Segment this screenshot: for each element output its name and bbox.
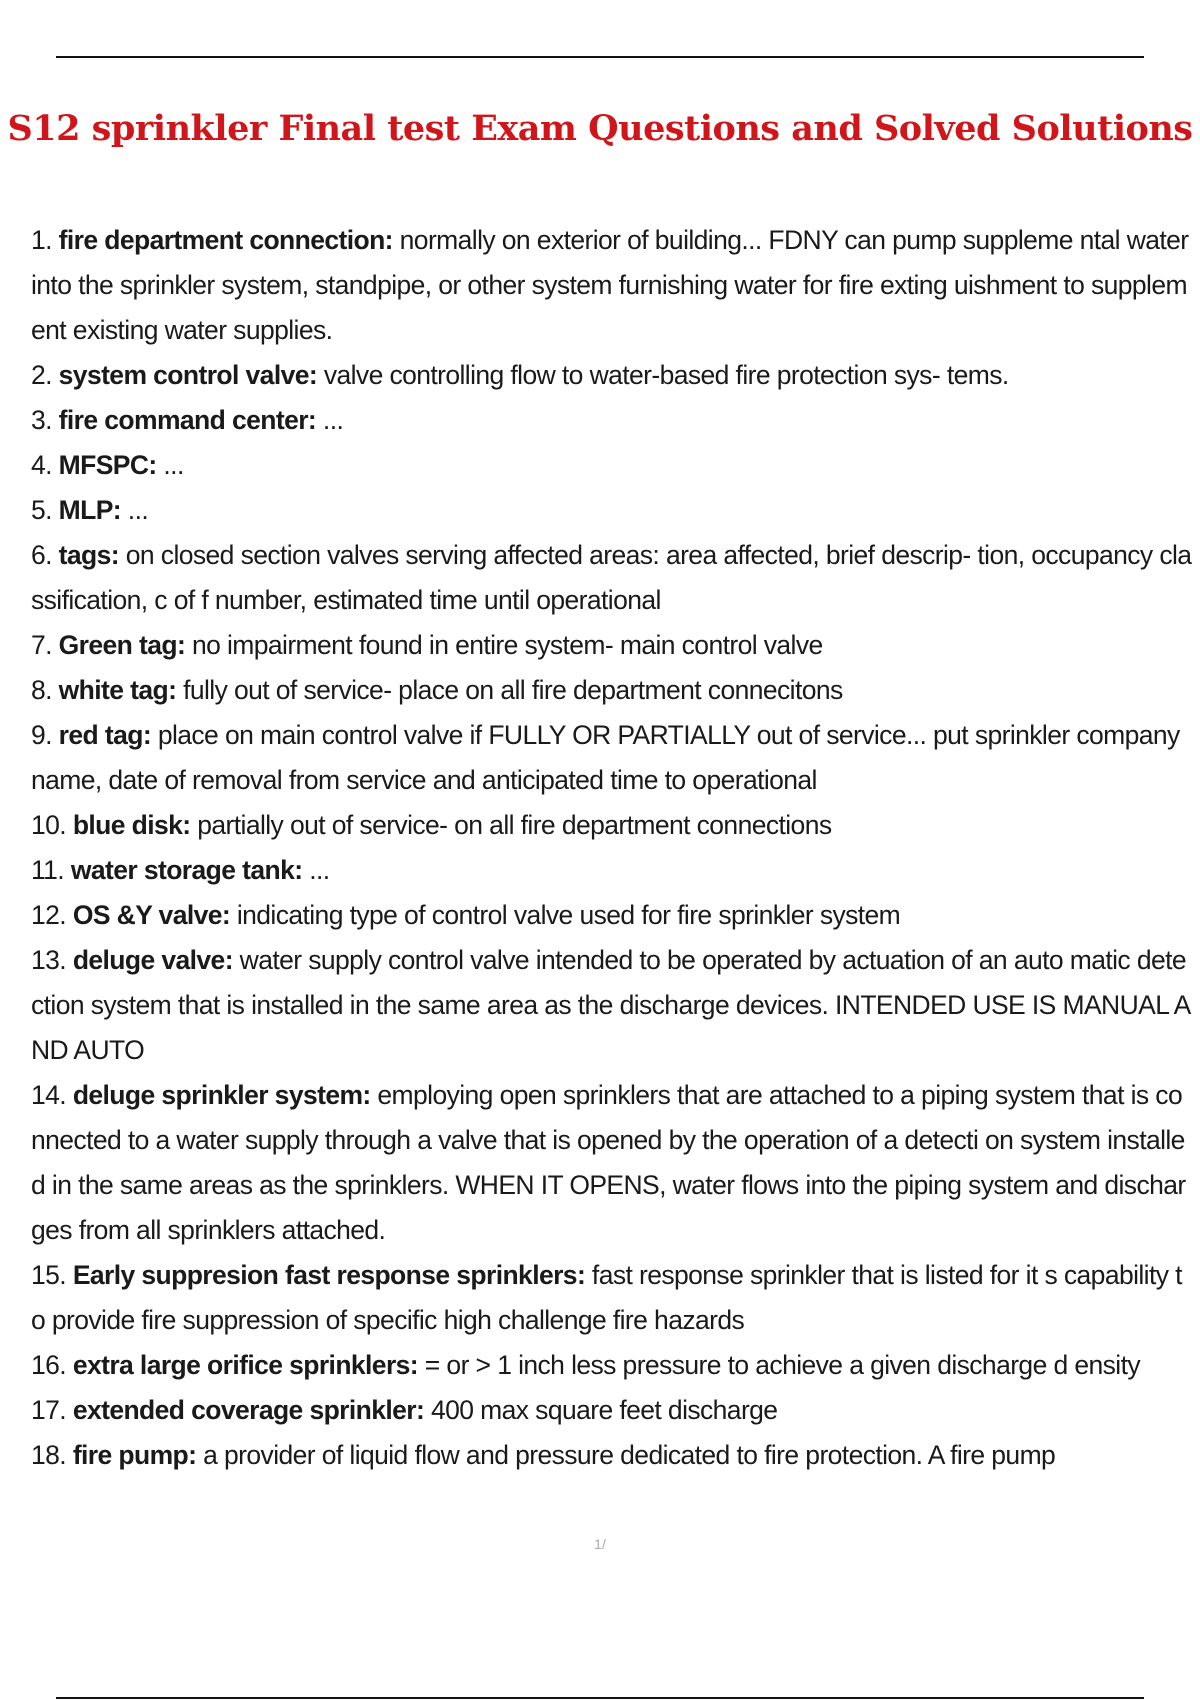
question-term: MFSPC:	[58, 450, 157, 480]
question-answer: partially out of service- on all fire department connections	[190, 810, 832, 840]
question-term: fire command center:	[58, 405, 317, 435]
question-term: red tag:	[58, 720, 152, 750]
question-term: Early suppresion fast response sprinklers:	[72, 1260, 586, 1290]
question-answer: ...	[156, 450, 184, 480]
question-number: 18.	[31, 1440, 73, 1470]
question-answer: a provider of liquid flow and pressure dedicated to fire protection. A fire pump	[196, 1440, 1056, 1470]
bottom-divider	[56, 1697, 1144, 1699]
question-number: 7.	[31, 630, 59, 660]
question-number: 1.	[31, 225, 59, 255]
question-item	[31, 1388, 1196, 1433]
question-item	[31, 1253, 1196, 1343]
question-answer: fully out of service- place on all fire department connecitons	[176, 675, 843, 705]
question-number: 5.	[31, 495, 59, 525]
question-item	[31, 398, 1196, 443]
question-term: water storage tank:	[70, 855, 303, 885]
question-answer: = or > 1 inch less pressure to achieve a given discharge d ensity	[418, 1350, 1140, 1380]
question-answer: water supply control valve intended to be operated by actuation of an auto matic detection system that is installed in the same area as the discharge devices. INTENDED USE IS MANUAL AND AUTO	[31, 945, 1191, 1065]
question-list	[31, 218, 1196, 1478]
top-divider	[56, 56, 1144, 58]
question-answer: employing open sprinklers that are attached to a piping system that is connected to a water supply through a valve that is opened by the operation of a detecti on system installed in the same areas as the sprinklers. WHEN IT OPENS, water flows into the piping system and discharges from all sprinklers attached.	[31, 1080, 1186, 1245]
document-title: S12 sprinkler Final test Exam Questions and Solved Solutions	[7, 108, 1193, 149]
question-answer: place on main control valve if FULLY OR PARTIALLY out of service... put sprinkler company name, date of removal from service and anticipated time to operational	[31, 720, 1180, 795]
question-number: 16.	[31, 1350, 73, 1380]
question-item	[31, 533, 1196, 623]
question-number: 14.	[31, 1080, 73, 1110]
question-item	[31, 1073, 1196, 1253]
question-number: 6.	[31, 540, 59, 570]
question-answer: on closed section valves serving affected areas: area affected, brief descrip- tion, occupancy classification, c of f number, estimated time until operational	[31, 540, 1192, 615]
question-number: 9.	[31, 720, 59, 750]
question-answer: 400 max square feet discharge	[424, 1395, 778, 1425]
question-term: deluge valve:	[72, 945, 233, 975]
question-number: 10.	[31, 810, 73, 840]
question-item	[31, 353, 1196, 398]
question-item	[31, 893, 1196, 938]
question-item	[31, 713, 1196, 803]
question-answer: indicating type of control valve used for fire sprinkler system	[230, 900, 901, 930]
page-number: 1/	[594, 1536, 606, 1552]
question-term: blue disk:	[72, 810, 191, 840]
question-item	[31, 938, 1196, 1073]
question-term: system control valve:	[58, 360, 318, 390]
question-term: tags:	[58, 540, 119, 570]
question-item	[31, 1343, 1196, 1388]
question-number: 15.	[31, 1260, 73, 1290]
question-number: 8.	[31, 675, 59, 705]
question-answer: ...	[302, 855, 330, 885]
question-item	[31, 443, 1196, 488]
question-term: extra large orifice sprinklers:	[72, 1350, 419, 1380]
question-term: Green tag:	[58, 630, 186, 660]
question-item	[31, 1433, 1196, 1478]
question-term: fire pump:	[72, 1440, 197, 1470]
question-number: 13.	[31, 945, 73, 975]
question-number: 17.	[31, 1395, 73, 1425]
question-term: fire department connection:	[58, 225, 393, 255]
question-item	[31, 803, 1196, 848]
question-answer: fast response sprinkler that is listed for it s capability to provide fire suppression of specific high challenge fire hazards	[31, 1260, 1182, 1335]
question-answer: ...	[121, 495, 149, 525]
question-term: extended coverage sprinkler:	[72, 1395, 425, 1425]
question-term: white tag:	[58, 675, 177, 705]
question-item	[31, 668, 1196, 713]
question-item	[31, 623, 1196, 668]
question-number: 11.	[31, 855, 71, 885]
question-answer: valve controlling flow to water-based fire protection sys- tems.	[317, 360, 1009, 390]
question-item	[31, 218, 1196, 353]
question-answer: no impairment found in entire system- main control valve	[185, 630, 823, 660]
question-number: 2.	[31, 360, 59, 390]
question-number: 3.	[31, 405, 59, 435]
question-term: OS &Y valve:	[72, 900, 231, 930]
question-item	[31, 848, 1196, 893]
question-number: 4.	[31, 450, 59, 480]
question-answer: normally on exterior of building... FDNY can pump suppleme ntal water into the sprinkler system, standpipe, or other system furnishing water for fire exting uishment to supplement existing water supplies.	[31, 225, 1189, 345]
question-term: MLP:	[58, 495, 122, 525]
question-item	[31, 488, 1196, 533]
question-number: 12.	[31, 900, 73, 930]
question-term: deluge sprinkler system:	[72, 1080, 371, 1110]
question-answer: ...	[316, 405, 344, 435]
